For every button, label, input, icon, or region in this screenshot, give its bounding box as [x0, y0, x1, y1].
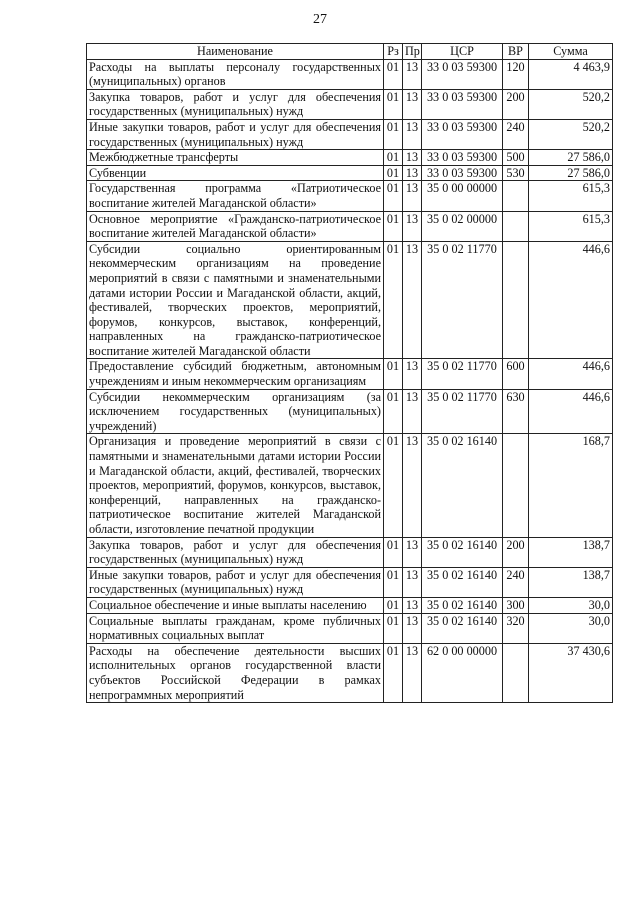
row-vr-cell: 240: [503, 567, 529, 597]
row-name-cell: Расходы на обеспечение деятельности высших исполнительных органов государственной власти субъектов Российской Федерации в рамках непрограммных мероприятий: [87, 643, 384, 702]
table-row: [87, 434, 613, 537]
row-sum-cell: 446,6: [529, 359, 613, 389]
row-sum-cell: 138,7: [529, 567, 613, 597]
row-csr-cell: 35 0 02 11770: [422, 359, 503, 389]
page-number: 27: [313, 12, 327, 27]
row-vr-cell: [503, 643, 529, 702]
row-rz-cell: 01: [384, 597, 403, 613]
row-pr-cell: 13: [403, 537, 422, 567]
row-sum-cell: 520,2: [529, 89, 613, 119]
row-sum-cell: 520,2: [529, 119, 613, 149]
row-sum-cell: 27 586,0: [529, 165, 613, 181]
row-sum-cell: 30,0: [529, 613, 613, 643]
table-row: [87, 89, 613, 119]
row-vr-cell: 240: [503, 119, 529, 149]
row-pr-cell: 13: [403, 643, 422, 702]
row-sum-cell: 30,0: [529, 597, 613, 613]
row-pr-cell: 13: [403, 613, 422, 643]
row-rz-cell: 01: [384, 389, 403, 434]
row-pr-cell: 13: [403, 359, 422, 389]
row-name-cell: Субвенции: [87, 165, 384, 181]
row-vr-cell: 630: [503, 389, 529, 434]
row-name-cell: Основное мероприятие «Гражданско-патриотическое воспитание жителей Магаданской области»: [87, 211, 384, 241]
row-csr-cell: 35 0 00 00000: [422, 181, 503, 211]
row-rz-cell: 01: [384, 165, 403, 181]
row-vr-cell: 600: [503, 359, 529, 389]
row-pr-cell: 13: [403, 89, 422, 119]
row-name-cell: Предоставление субсидий бюджетным, автономным учреждениям и иным некоммерческим организациям: [87, 359, 384, 389]
header-name: Наименование: [87, 44, 384, 60]
row-pr-cell: 13: [403, 181, 422, 211]
row-csr-cell: 35 0 02 11770: [422, 389, 503, 434]
row-sum-cell: 4 463,9: [529, 59, 613, 89]
row-rz-cell: 01: [384, 241, 403, 359]
row-vr-cell: 200: [503, 537, 529, 567]
row-csr-cell: 35 0 02 16140: [422, 434, 503, 537]
row-pr-cell: 13: [403, 150, 422, 166]
row-rz-cell: 01: [384, 211, 403, 241]
table-row: [87, 567, 613, 597]
row-name-cell: Социальные выплаты гражданам, кроме публичных нормативных социальных выплат: [87, 613, 384, 643]
row-sum-cell: 615,3: [529, 211, 613, 241]
row-name-cell: Межбюджетные трансферты: [87, 150, 384, 166]
row-csr-cell: 62 0 00 00000: [422, 643, 503, 702]
table-row: [87, 613, 613, 643]
table-header-row: [87, 44, 613, 60]
budget-table: [86, 43, 613, 703]
row-vr-cell: 200: [503, 89, 529, 119]
row-rz-cell: 01: [384, 181, 403, 211]
table-body: [87, 59, 613, 703]
row-csr-cell: 33 0 03 59300: [422, 150, 503, 166]
row-rz-cell: 01: [384, 643, 403, 702]
row-rz-cell: 01: [384, 119, 403, 149]
table-row: [87, 597, 613, 613]
row-vr-cell: 120: [503, 59, 529, 89]
row-csr-cell: 35 0 02 16140: [422, 537, 503, 567]
row-vr-cell: [503, 434, 529, 537]
row-vr-cell: [503, 181, 529, 211]
table-row: [87, 165, 613, 181]
header-pr: Пр: [403, 44, 422, 60]
header-csr: ЦСР: [422, 44, 503, 60]
row-rz-cell: 01: [384, 613, 403, 643]
row-rz-cell: 01: [384, 359, 403, 389]
row-vr-cell: [503, 241, 529, 359]
row-vr-cell: [503, 211, 529, 241]
table-row: [87, 389, 613, 434]
row-sum-cell: 168,7: [529, 434, 613, 537]
row-sum-cell: 27 586,0: [529, 150, 613, 166]
row-rz-cell: 01: [384, 89, 403, 119]
row-vr-cell: 530: [503, 165, 529, 181]
row-name-cell: Социальное обеспечение и иные выплаты населению: [87, 597, 384, 613]
row-sum-cell: 138,7: [529, 537, 613, 567]
row-name-cell: Субсидии социально ориентированным некоммерческим организациям на проведение мероприятий в связи с памятными и знаменательными датами истории России и Магаданской области, акций, фестивалей, творческих проектов, мероприятий, форумов, конкурсов, выставок, конференций, направленных на гражданско-патриотическое воспитание жителей Магаданской области: [87, 241, 384, 359]
header-sum: Сумма: [529, 44, 613, 60]
row-pr-cell: 13: [403, 389, 422, 434]
row-csr-cell: 35 0 02 16140: [422, 567, 503, 597]
row-pr-cell: 13: [403, 165, 422, 181]
row-rz-cell: 01: [384, 567, 403, 597]
row-name-cell: Государственная программа «Патриотическое воспитание жителей Магаданской области»: [87, 181, 384, 211]
row-sum-cell: 446,6: [529, 241, 613, 359]
row-csr-cell: 35 0 02 00000: [422, 211, 503, 241]
row-pr-cell: 13: [403, 59, 422, 89]
row-pr-cell: 13: [403, 211, 422, 241]
row-sum-cell: 615,3: [529, 181, 613, 211]
row-rz-cell: 01: [384, 537, 403, 567]
row-sum-cell: 37 430,6: [529, 643, 613, 702]
row-vr-cell: 300: [503, 597, 529, 613]
row-rz-cell: 01: [384, 59, 403, 89]
table-row: [87, 150, 613, 166]
row-name-cell: Субсидии некоммерческим организациям (за исключением государственных (муниципальных) учреждений): [87, 389, 384, 434]
table-row: [87, 119, 613, 149]
table-row: [87, 241, 613, 359]
row-name-cell: Закупка товаров, работ и услуг для обеспечения государственных (муниципальных) нужд: [87, 89, 384, 119]
row-pr-cell: 13: [403, 119, 422, 149]
row-csr-cell: 33 0 03 59300: [422, 165, 503, 181]
row-name-cell: Расходы на выплаты персоналу государственных (муниципальных) органов: [87, 59, 384, 89]
row-csr-cell: 33 0 03 59300: [422, 119, 503, 149]
row-csr-cell: 35 0 02 16140: [422, 597, 503, 613]
row-csr-cell: 35 0 02 11770: [422, 241, 503, 359]
row-pr-cell: 13: [403, 597, 422, 613]
row-vr-cell: 320: [503, 613, 529, 643]
row-pr-cell: 13: [403, 567, 422, 597]
table-row: [87, 643, 613, 702]
row-rz-cell: 01: [384, 434, 403, 537]
table-row: [87, 537, 613, 567]
header-vr: ВР: [503, 44, 529, 60]
table-row: [87, 59, 613, 89]
row-name-cell: Организация и проведение мероприятий в связи с памятными и знаменательными датами истории России и Магаданской области, акций, фестивалей, творческих проектов, мероприятий, форумов, конкурсов, выставок, конференций, направленных на гражданско-патриотическое воспитание жителей Магаданской области, изготовление печатной продукции: [87, 434, 384, 537]
row-rz-cell: 01: [384, 150, 403, 166]
table-row: [87, 211, 613, 241]
header-rz: Рз: [384, 44, 403, 60]
row-csr-cell: 33 0 03 59300: [422, 89, 503, 119]
table-row: [87, 181, 613, 211]
row-csr-cell: 35 0 02 16140: [422, 613, 503, 643]
row-vr-cell: 500: [503, 150, 529, 166]
row-name-cell: Закупка товаров, работ и услуг для обеспечения государственных (муниципальных) нужд: [87, 537, 384, 567]
row-sum-cell: 446,6: [529, 389, 613, 434]
row-pr-cell: 13: [403, 434, 422, 537]
row-name-cell: Иные закупки товаров, работ и услуг для обеспечения государственных (муниципальных) нужд: [87, 119, 384, 149]
row-pr-cell: 13: [403, 241, 422, 359]
row-name-cell: Иные закупки товаров, работ и услуг для обеспечения государственных (муниципальных) нужд: [87, 567, 384, 597]
row-csr-cell: 33 0 03 59300: [422, 59, 503, 89]
table-row: [87, 359, 613, 389]
